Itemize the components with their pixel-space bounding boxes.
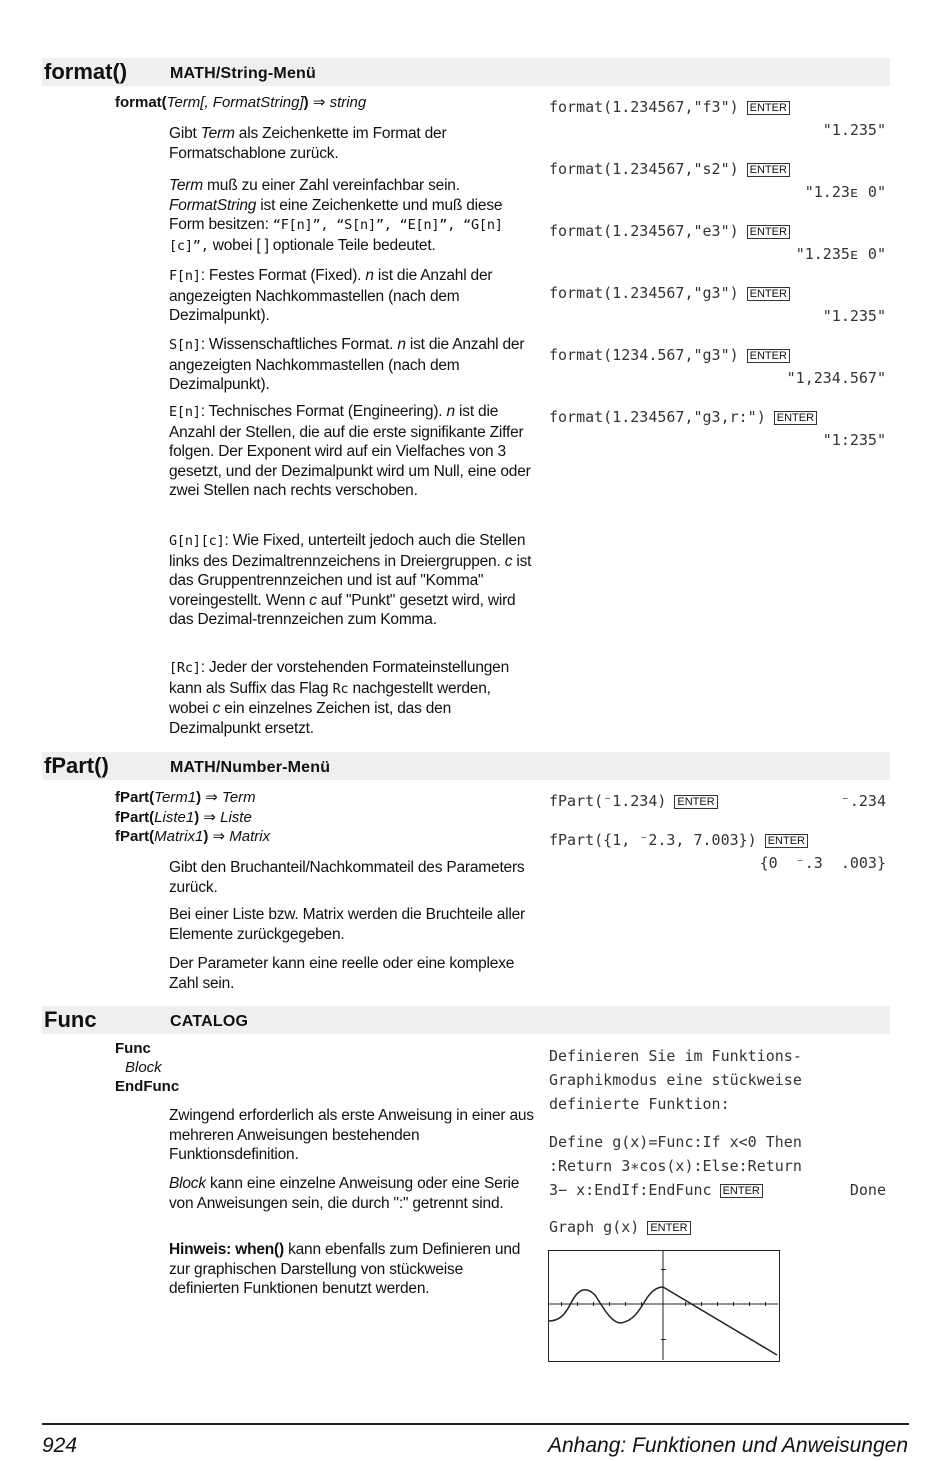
example-input: format(1234.567,"g3") ENTER xyxy=(549,345,790,365)
example-output: Done xyxy=(849,1181,886,1199)
example-input: fPart(⁻1.234) ENTER xyxy=(549,791,718,811)
enter-key-icon: ENTER xyxy=(747,225,790,239)
example-output: ⁻.234 xyxy=(840,792,886,810)
description-paragraph: E[n]: Technisches Format (Engineering). n ist die Anzahl der Stellen, die auf die erste signifikante Ziffer folgen. Der Exponent wird auf ein Vielfaches von 3 gesetzt, und der Dezimalpunkt wird um Null, eine oder zwei Stellen nach rechts verschoben. xyxy=(169,403,531,499)
description-paragraph: Zwingend erforderlich als erste Anweisung in einer aus mehreren Anweisungen bestehenden Funktionsdefinition. xyxy=(169,1107,534,1163)
example-input: format(1.234567,"f3") ENTER xyxy=(549,97,790,117)
footer-rule xyxy=(42,1423,909,1425)
example-input: fPart({1, ⁻2.3, 7.003}) ENTER xyxy=(549,830,808,850)
syntax-line: fPart(Matrix1) ⇒ Matrix xyxy=(115,828,271,845)
function-title: format() xyxy=(44,59,128,84)
footer-title: Anhang: Funktionen und Anweisungen xyxy=(548,1434,908,1457)
example-output: "1,234.567" xyxy=(786,369,886,387)
example-output: "1:235" xyxy=(822,431,886,449)
example-input: Define g(x)=Func:If x<0 Then :Return 3∗cos(x):Else:Return 3− x:EndIf:EndFunc ENTER xyxy=(549,1133,802,1199)
function-title: fPart() xyxy=(44,753,109,778)
description-paragraph: Bei einer Liste bzw. Matrix werden die Bruchteile aller Elemente zurückgegeben. xyxy=(169,906,526,943)
graph-screen xyxy=(548,1250,780,1362)
section-header-fpart xyxy=(42,752,890,780)
function-graph xyxy=(549,1251,778,1360)
syntax-line: format(Term[, FormatString]) ⇒ string xyxy=(115,94,367,111)
syntax-line: EndFunc xyxy=(115,1078,180,1095)
example-input: Graph g(x) ENTER xyxy=(549,1217,691,1237)
example-output: "1.235" xyxy=(822,307,886,325)
syntax-line: fPart(Liste1) ⇒ Liste xyxy=(115,809,252,826)
section-header-func xyxy=(42,1006,890,1034)
description-paragraph: Term muß zu einer Zahl vereinfachbar sein. FormatString ist eine Zeichenkette und muß diese Form besitzen: “F[n]”, “S[n]”, “E[n]”, “G[n][c]”, wobei [ ] optionale Teile bedeutet. xyxy=(169,177,503,254)
section-header-format xyxy=(42,58,890,86)
example-output: "1.23ᴇ 0" xyxy=(804,183,886,201)
description-paragraph: Gibt den Bruchanteil/Nachkommateil des Parameters zurück. xyxy=(169,859,525,896)
page-number: 924 xyxy=(42,1434,78,1457)
menu-path: MATH/Number-Menü xyxy=(170,759,331,776)
enter-key-icon: ENTER xyxy=(747,287,790,301)
example-output: {0 ⁻.3 .003} xyxy=(759,854,886,872)
description-paragraph: Der Parameter kann eine reelle oder eine komplexe Zahl sein. xyxy=(169,955,515,992)
syntax-line: fPart(Term1) ⇒ Term xyxy=(115,789,256,806)
enter-key-icon: ENTER xyxy=(674,795,717,809)
description-paragraph: S[n]: Wissenschaftliches Format. n ist die Anzahl der angezeigten Nachkommastellen (nach dem Dezimalpunkt). xyxy=(169,336,525,393)
example-output: "1.235ᴇ 0" xyxy=(795,245,886,263)
enter-key-icon: ENTER xyxy=(647,1221,690,1235)
example-input: format(1.234567,"s2") ENTER xyxy=(549,159,790,179)
syntax-line: Func xyxy=(115,1040,151,1057)
menu-path: MATH/String-Menü xyxy=(170,65,316,82)
enter-key-icon: ENTER xyxy=(720,1184,763,1198)
menu-path: CATALOG xyxy=(170,1013,249,1030)
description-paragraph: G[n][c]: Wie Fixed, unterteilt jedoch auch die Stellen links des Dezimaltrennzeichens in Dreiergruppen. c ist das Gruppentrennzeichen und ist auf "Komma" voreingestellt. Wenn c auf "Punkt" gesetzt wird, wird das Dezimal-trennzeichen zum Komma. xyxy=(169,532,532,628)
example-intro: Definieren Sie im Funktions- Graphikmodus eine stückweise definierte Funktion: xyxy=(549,1047,802,1113)
example-output: "1.235" xyxy=(822,121,886,139)
enter-key-icon: ENTER xyxy=(765,834,808,848)
function-title: Func xyxy=(44,1007,97,1032)
example-input: format(1.234567,"e3") ENTER xyxy=(549,221,790,241)
enter-key-icon: ENTER xyxy=(747,163,790,177)
description-paragraph: F[n]: Festes Format (Fixed). n ist die Anzahl der angezeigten Nachkommastellen (nach dem Dezimalpunkt). xyxy=(169,267,493,324)
enter-key-icon: ENTER xyxy=(747,101,790,115)
enter-key-icon: ENTER xyxy=(747,349,790,363)
description-paragraph: [Rc]: Jeder der vorstehenden Formateinstellungen kann als Suffix das Flag Rc nachgestellt werden, wobei c ein einzelnes Zeichen ist, das den Dezimalpunkt ersetzt. xyxy=(169,659,509,737)
note-paragraph: Hinweis: when() kann ebenfalls zum Definieren und zur graphischen Darstellung von stückweise definierten Funktionen benutzt werden. xyxy=(169,1241,521,1297)
syntax-line: Block xyxy=(125,1059,162,1076)
example-input: format(1.234567,"g3") ENTER xyxy=(549,283,790,303)
description-paragraph: Gibt Term als Zeichenkette im Format der Formatschablone zurück. xyxy=(169,125,447,162)
enter-key-icon: ENTER xyxy=(774,411,817,425)
description-paragraph: Block kann eine einzelne Anweisung oder eine Serie von Anweisungen sein, die durch ":" getrennt sind. xyxy=(169,1175,520,1212)
example-input: format(1.234567,"g3,r:") ENTER xyxy=(549,407,817,427)
